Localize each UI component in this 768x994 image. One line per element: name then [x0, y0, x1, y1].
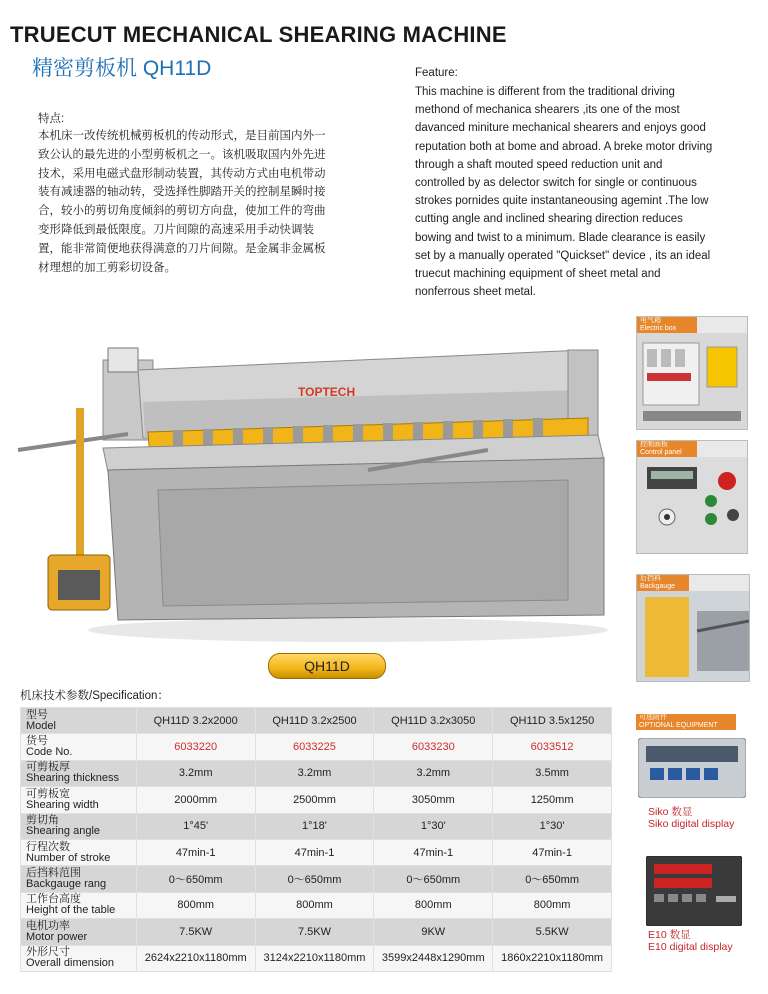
- label-cn: 行程次数: [26, 840, 70, 853]
- side-photo-label-en: Control panel: [640, 449, 682, 456]
- machine-brand: TOPTECH: [298, 385, 356, 399]
- spec-cell: 6033220: [136, 734, 255, 760]
- spec-cell: 2000mm: [136, 787, 255, 813]
- spec-row-label: [21, 813, 137, 839]
- feature-en-text: This machine is different from the traditional driving methond of mechanica shearers ,its one of the most davanced miniture mechanical shearers and enjoys good reputation both at bome and abroad. A breke motor driving through a shaft mouted speed reduction unit and controlled by as delector switch for single or continuous strokes pornides quite instantaneousing agemint .The low cutting angle and inclined shearing direction reduces bowing and twist to a minimum. Blade clearance is easily set by a manually operated "Quickset" device , its an ideal truecut machining equipment of sheet metal and nonferrous sheet metal.: [415, 86, 713, 299]
- table-row: [21, 813, 612, 839]
- spec-cell: 7.5KW: [255, 919, 374, 945]
- table-row: [21, 866, 612, 892]
- spec-cell: 3050mm: [374, 787, 493, 813]
- spec-cell: 3.2mm: [374, 760, 493, 786]
- side-photo-label-en: Electric box: [640, 325, 677, 332]
- spec-cell: 6033230: [374, 734, 493, 760]
- spec-cell: 2624x2210x1180mm: [136, 945, 255, 971]
- spec-cell: 1°45': [136, 813, 255, 839]
- spec-row-label: [21, 945, 137, 971]
- side-photo-label-cn: 电气箱: [640, 317, 661, 324]
- spec-cell: 3124x2210x1180mm: [255, 945, 374, 971]
- label-cn: 工作台高度: [26, 893, 81, 906]
- table-row: [21, 760, 612, 786]
- spec-cell: 1°18': [255, 813, 374, 839]
- backgauge-photo: [636, 574, 750, 682]
- spec-cell: 1250mm: [493, 787, 612, 813]
- spec-row-label: [21, 839, 137, 865]
- table-row: [21, 839, 612, 865]
- table-row: [21, 892, 612, 918]
- spec-row-label: [21, 866, 137, 892]
- label-en: Shearing angle: [26, 825, 101, 838]
- feature-cn-text: 本机床一改传统机械剪板机的传动形式，是目前国内外一致公认的最先进的小型剪板机之一。该机吸取国内外先进技术，采用电磁式盘形制动装置，其传动方式由电机带动装有减速器的轴动转，受选择性脚踏开关的控制星瞬时接合，较小的剪切角度倾斜的剪切方向盘，使加工件的弯曲变形降低到最低限度。刀片间隙的高速采用手动快调装置，能非常简便地获得满意的刀片间隙。是金属非金属板材理想的加工剪彩切设备。: [38, 130, 326, 274]
- spec-heading: 机床技术参数/Specification：: [20, 690, 169, 702]
- siko-display-image: [638, 738, 746, 798]
- spec-cell: 0～650mm: [255, 866, 374, 892]
- backgauge-image: [637, 591, 749, 681]
- e10-caption-cn: E10 数显: [648, 929, 691, 941]
- table-row: [21, 945, 612, 971]
- feature-cn-heading: 特点:: [38, 113, 65, 125]
- side-photo-label-en: Backgauge: [640, 583, 676, 590]
- siko-caption-en: Siko digital display: [648, 818, 735, 830]
- spec-row-label: [21, 734, 137, 760]
- label-cn: 可剪板厚: [26, 761, 70, 774]
- spec-cell: 1°30': [493, 813, 612, 839]
- label-cn: 型号: [26, 708, 48, 721]
- label-cn: 后挡料范围: [26, 867, 81, 880]
- spec-row-label: [21, 760, 137, 786]
- page-title: TRUECUT MECHANICAL SHEARING MACHINE: [10, 22, 507, 47]
- spec-row-label: [21, 919, 137, 945]
- label-cn: 剪切角: [26, 814, 59, 827]
- spec-cell: 9KW: [374, 919, 493, 945]
- spec-cell: 800mm: [255, 892, 374, 918]
- spec-cell: QH11D 3.2x2000: [136, 708, 255, 734]
- spec-row-label: [21, 708, 137, 734]
- label-en: Code No.: [26, 746, 73, 759]
- spec-cell: 3.2mm: [136, 760, 255, 786]
- label-en: Model: [26, 719, 56, 732]
- table-row: [21, 787, 612, 813]
- spec-row-label: [21, 787, 137, 813]
- control-panel-image: [637, 457, 747, 553]
- spec-cell: 0～650mm: [374, 866, 493, 892]
- spec-cell: 800mm: [493, 892, 612, 918]
- feature-en-heading: Feature:: [415, 67, 458, 79]
- spec-cell: 47min-1: [493, 839, 612, 865]
- spec-cell: QH11D 3.2x2500: [255, 708, 374, 734]
- label-en: Height of the table: [26, 904, 116, 917]
- spec-cell: 6033225: [255, 734, 374, 760]
- spec-cell: 1°30': [374, 813, 493, 839]
- label-en: Shearing thickness: [26, 772, 119, 785]
- spec-cell: 7.5KW: [136, 919, 255, 945]
- control-panel-photo: [636, 440, 748, 554]
- table-row: [21, 708, 612, 734]
- spec-cell: 800mm: [136, 892, 255, 918]
- spec-cell: 2500mm: [255, 787, 374, 813]
- optional-label-en: OPTIONAL EQUIPMENT: [639, 722, 718, 729]
- siko-caption-cn: Siko 数显: [648, 806, 693, 818]
- spec-table: [20, 707, 612, 972]
- machine-photo: [8, 330, 618, 650]
- spec-cell: 3.5mm: [493, 760, 612, 786]
- spec-cell: 800mm: [374, 892, 493, 918]
- spec-cell: 5.5KW: [493, 919, 612, 945]
- label-en: Backgauge rang: [26, 878, 107, 891]
- side-photo-label-cn: 后挡料: [640, 575, 661, 582]
- label-en: Number of stroke: [26, 851, 111, 864]
- spec-cell: 6033512: [493, 734, 612, 760]
- page-subtitle: 精密剪板机 QH11D: [32, 57, 212, 80]
- e10-caption-en: E10 digital display: [648, 941, 733, 953]
- optional-label-cn: 可选附件: [639, 714, 667, 721]
- e10-display-image: [646, 856, 742, 926]
- spec-cell: 3599x2448x1290mm: [374, 945, 493, 971]
- spec-cell: 3.2mm: [255, 760, 374, 786]
- label-cn: 外形尺寸: [26, 946, 70, 959]
- table-row: [21, 919, 612, 945]
- spec-cell: 0～650mm: [136, 866, 255, 892]
- spec-cell: QH11D 3.5x1250: [493, 708, 612, 734]
- label-cn: 货号: [26, 735, 48, 748]
- label-cn: 可剪板宽: [26, 787, 70, 800]
- side-photo-label-cn: 控制面板: [640, 441, 668, 448]
- label-cn: 电机功率: [26, 919, 70, 932]
- spec-cell: 1860x2210x1180mm: [493, 945, 612, 971]
- spec-cell: QH11D 3.2x3050: [374, 708, 493, 734]
- electric-box-image: [637, 333, 747, 429]
- spec-row-label: [21, 892, 137, 918]
- electric-box-photo: [636, 316, 748, 430]
- label-en: Motor power: [26, 930, 88, 943]
- spec-cell: 47min-1: [255, 839, 374, 865]
- spec-cell: 47min-1: [374, 839, 493, 865]
- spec-cell: 0～650mm: [493, 866, 612, 892]
- label-en: Overall dimension: [26, 957, 115, 970]
- model-badge: QH11D: [268, 653, 386, 679]
- spec-cell: 47min-1: [136, 839, 255, 865]
- label-en: Shearing width: [26, 798, 99, 811]
- optional-tab: [636, 714, 736, 730]
- table-row: [21, 734, 612, 760]
